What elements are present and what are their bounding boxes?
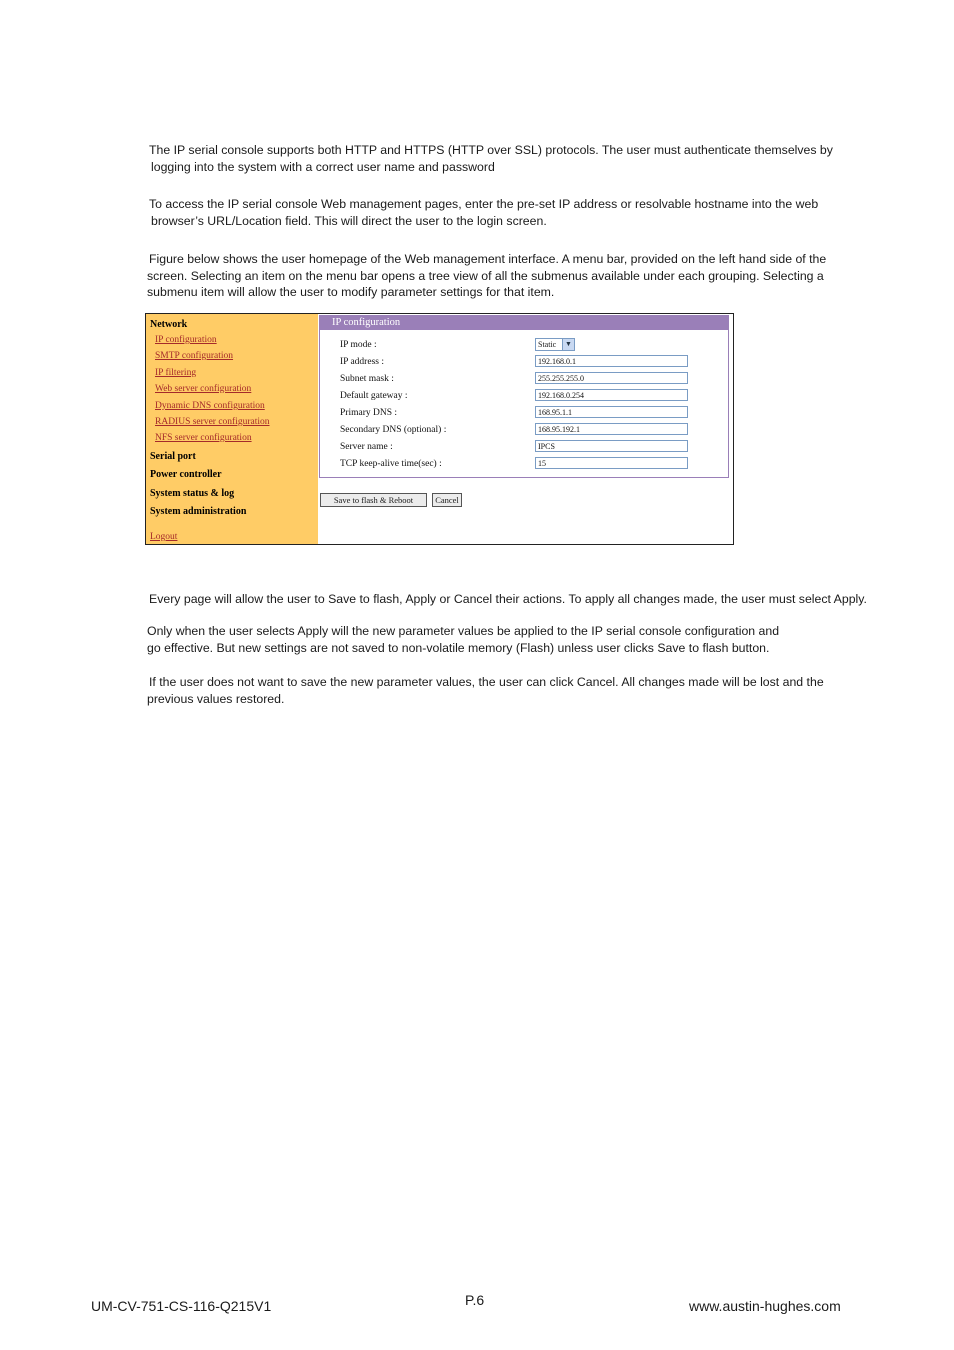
menu-group-system-status[interactable]: System status & log <box>150 488 235 499</box>
secondary-dns-label: Secondary DNS (optional) : <box>340 425 447 435</box>
menu-group-power-controller[interactable]: Power controller <box>150 469 222 480</box>
default-gateway-label: Default gateway : <box>340 391 408 401</box>
menu-link-nfs-server-configuration[interactable]: NFS server configuration <box>155 433 252 443</box>
menu-link-dynamic-dns-configuration[interactable]: Dynamic DNS configuration <box>155 401 265 411</box>
text-line: Every page will allow the user to Save to flash, Apply or Cancel their actions. To apply all changes made, the user must select Apply. <box>149 592 867 606</box>
text-line: submenu item will allow the user to modify parameter settings for that item. <box>147 285 555 299</box>
menu-link-smtp-configuration[interactable]: SMTP configuration <box>155 351 234 361</box>
server-name-input[interactable]: IPCS <box>535 440 688 452</box>
panel-title: IP configuration <box>320 316 728 330</box>
intro-paragraph-2 <box>147 196 907 229</box>
chevron-down-icon[interactable]: ▼ <box>562 339 574 350</box>
primary-dns-label: Primary DNS : <box>340 408 397 418</box>
text-line: logging into the system with a correct user name and password <box>151 159 495 174</box>
ip-mode-label: IP mode : <box>340 340 377 350</box>
menu-group-serial-port[interactable]: Serial port <box>150 451 196 462</box>
ip-mode-select[interactable] <box>535 338 575 351</box>
menu-group-system-administration[interactable]: System administration <box>150 506 247 517</box>
menu-link-ip-configuration[interactable]: IP configuration <box>155 335 217 345</box>
menu-link-logout[interactable]: Logout <box>150 532 178 542</box>
web-management-screenshot <box>145 313 734 545</box>
menu-link-radius-server-configuration[interactable]: RADIUS server configuration <box>155 417 270 427</box>
secondary-dns-input[interactable]: 168.95.192.1 <box>535 423 688 435</box>
footer-website: www.austin-hughes.com <box>689 1298 841 1314</box>
text-line: If the user does not want to save the new parameter values, the user can click Cancel. All changes made will be lost and the <box>149 675 824 689</box>
tcp-keepalive-input[interactable]: 15 <box>535 457 688 469</box>
ip-configuration-panel <box>319 315 729 478</box>
text-line: Only when the user selects Apply will the new parameter values be applied to the IP serial console configuration and <box>147 624 780 638</box>
menu-link-web-server-configuration[interactable]: Web server configuration <box>155 384 252 394</box>
menu-bar <box>146 314 318 544</box>
primary-dns-input[interactable]: 168.95.1.1 <box>535 406 688 418</box>
text-line: screen. Selecting an item on the menu bar opens a tree view of all the submenus available under each grouping. Selecting a <box>147 268 824 283</box>
intro-paragraph-3 <box>147 251 907 301</box>
footer-page-number: P.6 <box>465 1292 485 1308</box>
subnet-mask-label: Subnet mask : <box>340 374 394 384</box>
text-line: The IP serial console supports both HTTP and HTTPS (HTTP over SSL) protocols. The user must authenticate themselves by <box>149 143 833 157</box>
server-name-label: Server name : <box>340 442 393 452</box>
text-line: go effective. But new settings are not saved to non-volatile memory (Flash) unless user clicks Save to flash button. <box>147 640 770 655</box>
text-line: browser’s URL/Location field. This will direct the user to the login screen. <box>151 213 547 228</box>
footer-doc-code: UM-CV-751-CS-116-Q215V1 <box>91 1298 272 1314</box>
ip-mode-value: Static <box>538 340 557 349</box>
cancel-button[interactable]: Cancel <box>432 493 462 507</box>
save-to-flash-reboot-button[interactable]: Save to flash & Reboot <box>320 493 427 507</box>
ip-address-label: IP address : <box>340 357 384 367</box>
tcp-keepalive-label: TCP keep-alive time(sec) : <box>340 459 442 469</box>
text-line: To access the IP serial console Web management pages, enter the pre-set IP address or resolvable hostname into the web <box>149 197 819 211</box>
subnet-mask-input[interactable]: 255.255.255.0 <box>535 372 688 384</box>
text-line: Figure below shows the user homepage of the Web management interface. A menu bar, provided on the left hand side of the <box>149 252 827 266</box>
body-paragraph-4 <box>147 591 907 608</box>
text-line: previous values restored. <box>147 691 285 706</box>
menu-group-network[interactable]: Network <box>150 319 188 330</box>
menu-link-ip-filtering[interactable]: IP filtering <box>155 368 197 378</box>
ip-address-input[interactable]: 192.168.0.1 <box>535 355 688 367</box>
intro-paragraph-1 <box>147 142 907 175</box>
default-gateway-input[interactable]: 192.168.0.254 <box>535 389 688 401</box>
body-paragraph-6 <box>147 674 907 707</box>
body-paragraph-5 <box>147 623 907 656</box>
